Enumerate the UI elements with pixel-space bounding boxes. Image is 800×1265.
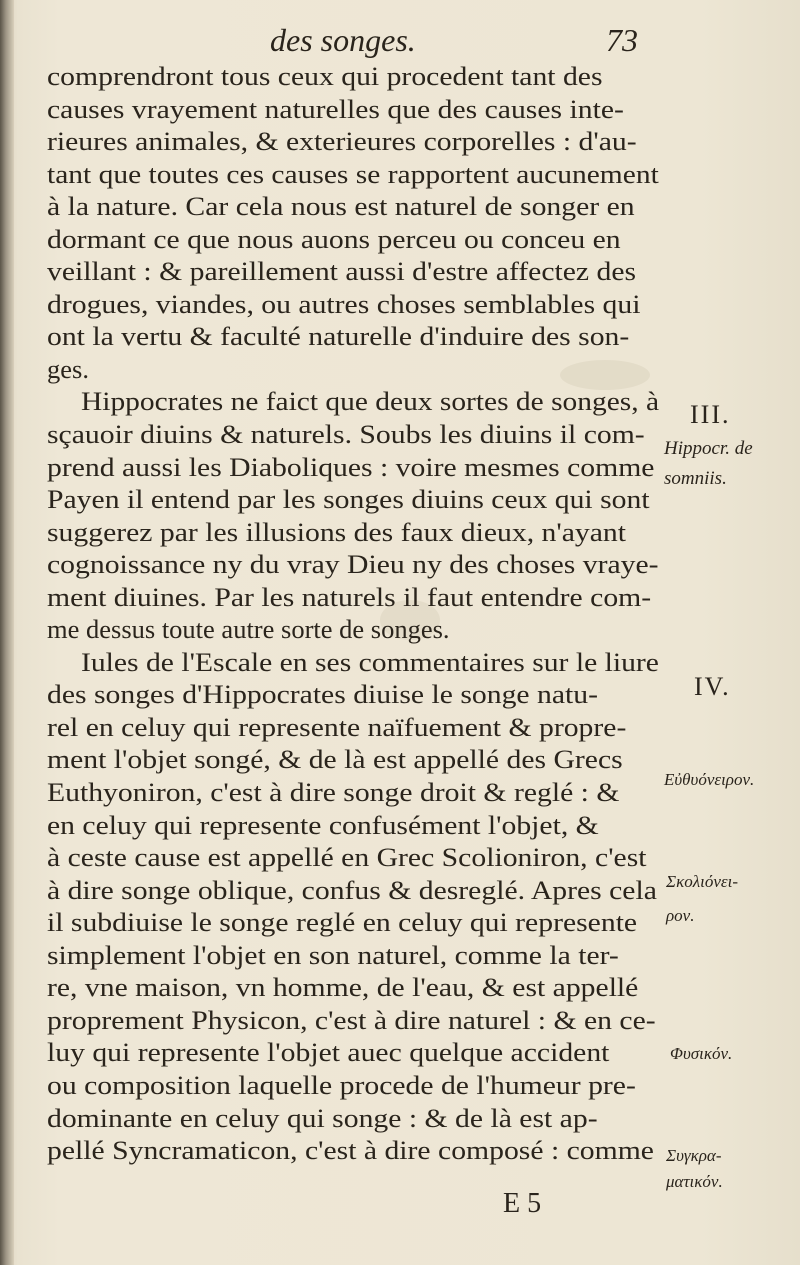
text-line: me dessus toute autre sorte de songes. <box>47 614 450 645</box>
text-line: à dire songe oblique, confus & desreglé. Apres cela <box>47 874 657 905</box>
text-line: prend aussi les Diaboliques : voire mesmes comme <box>47 451 655 482</box>
text-line: il subdiuise le songe reglé en celuy qui represente <box>47 907 638 938</box>
text-line: veillant : & pareillement aussi d'estre affectez des <box>47 256 637 287</box>
margin-greek-term: Φυσικόν. <box>670 1044 733 1063</box>
text-line: ou composition laquelle procede de l'humeur pre- <box>47 1069 636 1100</box>
text-line: cognoissance ny du vray Dieu ny des choses vraye- <box>47 549 659 580</box>
margin-greek-term: Σκολιόνει- <box>666 872 738 891</box>
margin-greek-term: Εὐθυόνειρον. <box>664 770 755 789</box>
text-line: sçauoir diuins & naturels. Soubs les diuins il com- <box>47 419 645 450</box>
running-head: des songes. <box>270 22 416 58</box>
margin-notes <box>660 0 800 1265</box>
margin-numeral-iii: III. <box>690 400 731 429</box>
text-line: proprement Physicon, c'est à dire naturel : & en ce- <box>47 1004 656 1035</box>
text-line: tant que toutes ces causes se rapportent aucunement <box>47 158 659 189</box>
text-line: ont la vertu & faculté naturelle d'induire des son- <box>47 321 630 352</box>
text-line: dominante en celuy qui songe : & de là est ap- <box>47 1102 598 1133</box>
margin-citation: Hippocr. de <box>664 438 753 459</box>
text-line: drogues, viandes, ou autres choses semblables qui <box>47 288 641 319</box>
text-line: Hippocrates ne faict que deux sortes de songes, à <box>81 386 660 417</box>
text-line: rel en celuy qui represente naïfuement & propre- <box>47 711 627 742</box>
text-line: comprendront tous ceux qui procedent tant des <box>47 61 603 91</box>
signature-mark: E 5 <box>503 1188 542 1219</box>
text-line: en celuy qui represente confusément l'objet, & <box>47 809 599 840</box>
text-line: à la nature. Car cela nous est naturel de songer en <box>47 191 635 222</box>
text-line: dormant ce que nous auons perceu ou conceu en <box>47 223 621 254</box>
margin-greek-term: Συγκρα- <box>666 1146 722 1165</box>
margin-numeral-iv: IV. <box>694 672 731 701</box>
text-line: Iules de l'Escale en ses commentaires sur le liure <box>81 646 659 677</box>
margin-citation: somniis. <box>664 468 727 489</box>
text-line: re, vne maison, vn homme, de l'eau, & est appellé <box>47 972 639 1003</box>
text-line: causes vrayement naturelles que des causes inte- <box>47 93 624 124</box>
text-line: pellé Syncramaticon, c'est à dire composé : comme <box>47 1135 654 1166</box>
text-line: Euthyoniron, c'est à dire songe droit & reglé : & <box>47 777 620 808</box>
text-line: ges. <box>47 353 89 384</box>
text-line: Payen il entend par les songes diuins ceux qui sont <box>47 484 650 515</box>
text-line: ment diuines. Par les naturels il faut entendre com- <box>47 581 652 612</box>
page-number: 73 <box>606 22 638 58</box>
body-text <box>47 60 667 1167</box>
text-line: suggerez par les illusions des faux dieux, n'ayant <box>47 516 627 547</box>
margin-greek-term: ρον. <box>666 906 695 925</box>
margin-greek-term: ματικόν. <box>666 1172 723 1191</box>
text-line: luy qui represente l'objet auec quelque accident <box>47 1037 610 1068</box>
text-line: à ceste cause est appellé en Grec Scolioniron, c'est <box>47 842 647 873</box>
book-spine-shadow <box>0 0 14 1265</box>
text-line: simplement l'objet en son naturel, comme la ter- <box>47 939 619 970</box>
text-line: ment l'objet songé, & de là est appellé des Grecs <box>47 744 623 775</box>
text-line: rieures animales, & exterieures corporelles : d'au- <box>47 126 637 157</box>
text-line: des songes d'Hippocrates diuise le songe natu- <box>47 679 599 710</box>
